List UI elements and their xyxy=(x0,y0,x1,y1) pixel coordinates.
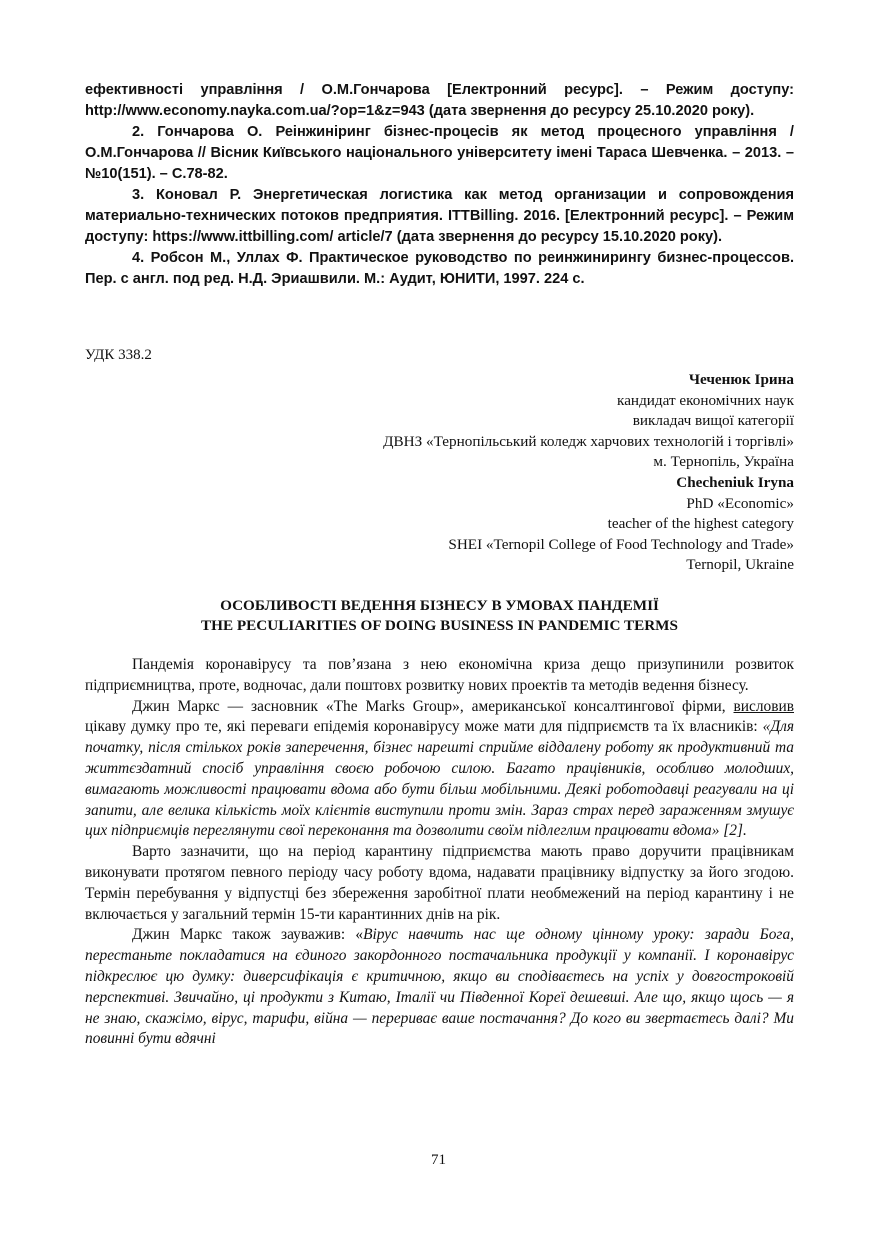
references-list xyxy=(85,80,794,290)
quote-1: «Для початку, після стількох років заперечення, бізнес нарешті сприйме віддалену роботу як продуктивний та життєздатний спосіб управління своєю робочою силою. Багато працівників, особливо молодших, вимагають можливості працювати вдома або бути більш мобільними. Деякі роботодавці реагували на ці запити, але велика кількість моїх клієнтів виступили проти змін. Зараз страх перед зараженням змушує цих підприємців переглянути свої переконання та дозволити своїм підлеглим працювати вдома» [2]. xyxy=(85,718,794,840)
author-position-ua: викладач вищої категорії xyxy=(632,412,794,430)
reference-3: 3. Коновал Р. Энергетическая логистика как метод организации и сопровождения материально-технических потоков предприятия. ITTBilling. 2016. [Електронний ресурс]. – Режим доступу: https://www.ittbilling.com/ article/7 (дата звернення до ресурсу 15.10.2020 року). xyxy=(85,187,794,245)
reference-1-continued: ефективності управління / О.М.Гончарова [Електронний ресурс]. – Режим доступу: http://www.economy.nayka.com.ua/?op=1&z=943 (дата звернення до ресурсу 25.10.2020 року). xyxy=(85,82,794,119)
paragraph-4-text-a: Джин Маркс також зауважив: « xyxy=(132,926,364,944)
author-city-en: Ternopil, Ukraine xyxy=(686,556,794,574)
paragraph-2 xyxy=(85,697,794,843)
page-number: 71 xyxy=(431,1152,446,1168)
author-institution-en: SHEI «Ternopil College of Food Technology and Trade» xyxy=(448,535,794,553)
author-position-en: teacher of the highest category xyxy=(607,515,794,533)
paragraph-1: Пандемія коронавірусу та пов’язана з нею економічна криза дещо призупинили розвиток підприємництва, проте, водночас, дали поштовх розвитку нових проектів та методів ведення бізнесу. xyxy=(85,656,794,694)
reference-4: 4. Робсон М., Уллах Ф. Практическое руководство по реинжинирингу бизнес-процессов. Пер. с англ. под ред. Н.Д. Эриашвили. М.: Аудит, ЮНИТИ, 1997. 224 с. xyxy=(85,250,794,287)
paragraph-2-text-a: Джин Маркс — засновник «The Marks Group», американської консалтингової фірми, xyxy=(132,697,734,715)
author-name-ua: Чеченюк Ірина xyxy=(688,371,794,388)
article-body xyxy=(85,655,794,1050)
paragraph-4 xyxy=(85,925,794,1050)
quote-2: Вірус навчить нас ще одному цінному уроку: заради Бога, перестаньте покладатися на єдиного закордонного постачальника продукції у компанії. І коронавірус підкреслює цю думку: диверсифікація є критичною, якщо ви сподіваєтесь на успіх у довгостроковій перспективі. Звичайно, ці продукти з Китаю, Італії чи Південної Кореї дешевші. Але що, якщо щось — я не знаю, скажімо, вірус, тарифи, війна — перериває ваше постачання? До кого ви звертаєтесь далі? Ми повинні бути вдячні xyxy=(85,926,794,1048)
underlined-word: висловив xyxy=(733,697,794,715)
author-block xyxy=(383,370,794,576)
author-city-ua: м. Тернопіль, Україна xyxy=(653,453,794,471)
reference-2: 2. Гончарова О. Реінжиніринг бізнес-процесів як метод процесного управління / О.М.Гончарова // Вісник Київського національного університету імені Тараса Шевченка. – 2013. – №10(151). – С.78-82. xyxy=(85,124,794,182)
article-title-en: THE PECULIARITIES OF DOING BUSINESS IN PANDEMIC TERMS xyxy=(201,617,678,634)
author-degree-en: PhD «Economic» xyxy=(686,494,794,512)
paragraph-3: Варто зазначити, що на період карантину підприємства мають право доручити працівникам виконувати протягом певного періоду часу роботу вдома, надавати працівнику відпустку за його згодою. Термін перебування у відпустці без збереження заробітної плати необмежений на період карантину і не включається у загальний термін 15-ти карантинних днів на рік. xyxy=(85,843,794,923)
author-name-en: Checheniuk Iryna xyxy=(676,473,794,491)
author-degree-ua: кандидат економічних наук xyxy=(617,391,794,409)
udk-code: УДК 338.2 xyxy=(85,347,152,363)
article-title-ua: ОСОБЛИВОСТІ ВЕДЕННЯ БІЗНЕСУ В УМОВАХ ПАНДЕМІЇ xyxy=(220,597,659,614)
paragraph-2-text-b: цікаву думку про те, які переваги епідемія коронавірусу може мати для підприємств та їх власників: xyxy=(85,718,763,736)
article-title xyxy=(85,596,794,636)
author-institution-ua: ДВНЗ «Тернопільський коледж харчових технологій і торгівлі» xyxy=(383,432,794,450)
